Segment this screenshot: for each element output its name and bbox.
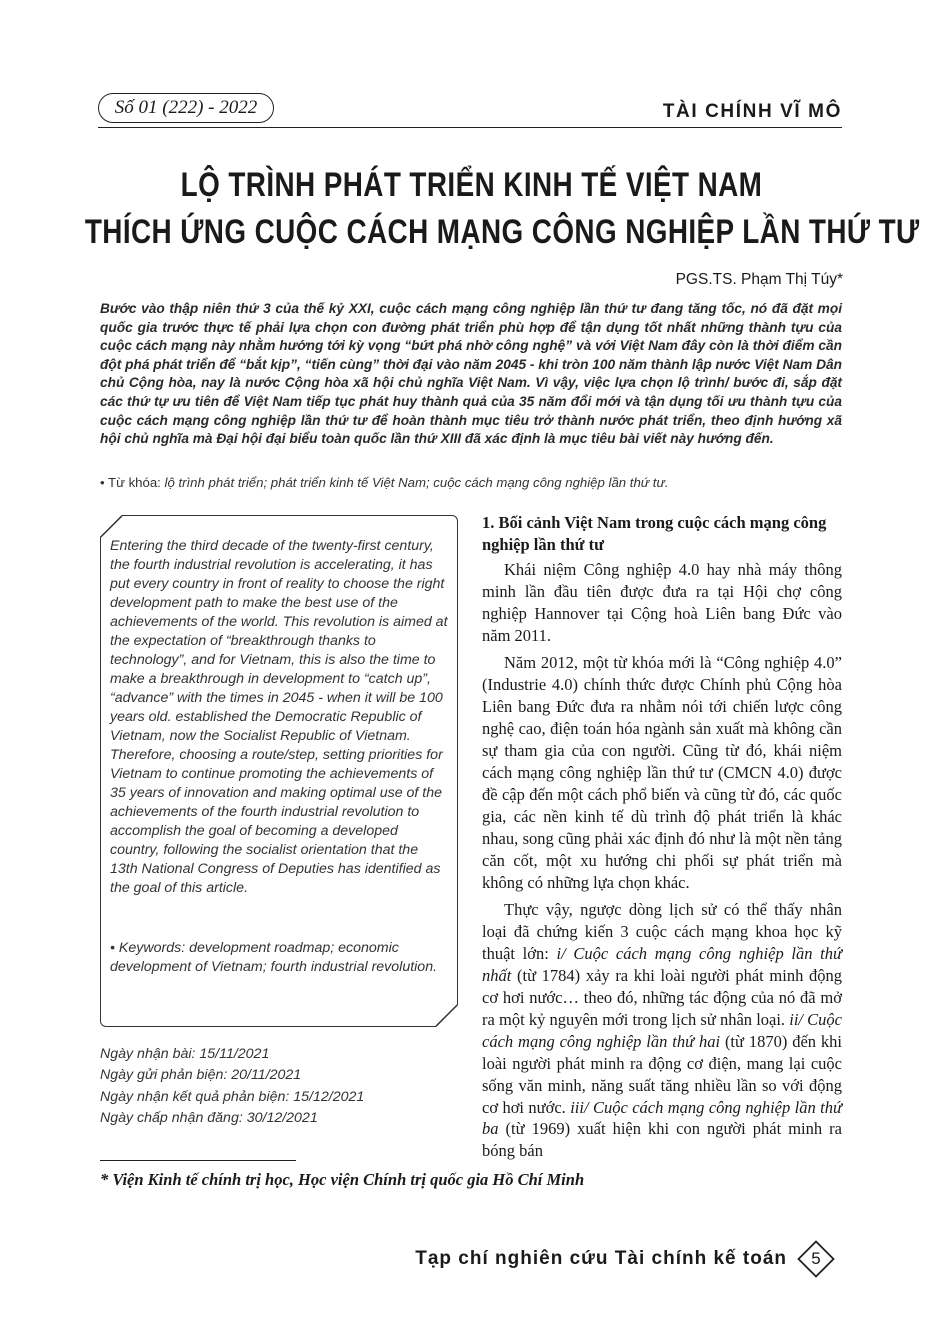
article-title <box>84 162 920 256</box>
author-affiliation-footnote: * Viện Kinh tế chính trị học, Học viện Chính trị quốc gia Hồ Chí Minh <box>100 1170 585 1189</box>
box-corner-bottom-right <box>426 995 458 1027</box>
section-label: TÀI CHÍNH VĨ MÔ <box>662 101 842 122</box>
paragraph-3-text: (từ 1784) xảy ra khi loài người phát minh động cơ hơi nước… theo đó, những tác động của nó đã mở ra một kỷ nguyên mới trong lịch sử nhân loại. <box>482 966 842 1029</box>
paragraph-3-text: Thực vậy, ngược dòng lịch sử có thể thấy nhân loại đã chứng kiến 3 cuộc cách mạng khoa học kỹ thuật lớn: <box>482 900 842 964</box>
paragraph-2: Năm 2012, một từ khóa mới là “Công nghiệp 4.0” (Industrie 4.0) chính thức được Chính phủ Cộng hòa Liên bang Đức đưa ra nhằm nói tới chiến lược công nghệ cao, điện toán hóa ngành sản xuất mà không cần sự tham gia của con người. Cũng từ đó, khái niệm cách mạng công nghiệp lần thứ tư (CMCN 4.0) được đề cập đến một cách phổ biến và cũng từ đó, các quốc gia, các nền kinh tế dù trình độ phát triển là khác nhau, song cũng phải xác định đó như là một nền tảng căn cốt, một xu hướng chi phối sự phát triển mà không có những lựa chọn khác. <box>482 653 842 892</box>
issue-number: Số 01 (222) - 2022 <box>98 93 274 123</box>
abstract-english <box>110 537 448 898</box>
date-received: Ngày nhận bài: 15/11/2021 <box>100 1046 270 1062</box>
revolution-3-label: iii/ Cuộc cách mạng công nghiệp lần thứ ba <box>482 1097 842 1139</box>
body-column <box>482 512 842 1168</box>
title-line-1: LỘ TRÌNH PHÁT TRIỂN KINH TẾ VIỆT NAM <box>180 166 763 204</box>
keywords-label: • Từ khóa: <box>100 475 165 490</box>
footnote-divider <box>100 1160 296 1161</box>
date-sent-review: Ngày gửi phản biện: 20/11/2021 <box>100 1067 302 1084</box>
submission-dates <box>100 1044 364 1129</box>
keywords-values: lộ trình phát triển; phát triển kinh tế Việt Nam; cuộc cách mạng công nghiệp lần thứ tư. <box>164 475 669 490</box>
title-line-2: THÍCH ỨNG CUỘC CÁCH MẠNG CÔNG NGHIỆP LẦN THỨ TƯ <box>84 213 920 251</box>
paragraph-3-text: (từ 1969) xuất hiện khi con người phát minh ra bóng bán <box>482 1119 842 1161</box>
revolution-1-label: i/ Cuộc cách mạng công nghiệp lần thứ nhất <box>482 944 843 986</box>
date-review-result: Ngày nhận kết quả phản biện: 15/12/2021 <box>100 1088 365 1105</box>
section-heading: 1. Bối cảnh Việt Nam trong cuộc cách mạng công nghiệp lần thứ tư <box>482 513 827 554</box>
paragraph-3-text: (từ 1870) đến khi loài người phát minh ra động cơ điện, mang lại cuộc sống văn minh, năng suất tăng nhiều lần so với động cơ hơi nước. <box>482 1031 842 1117</box>
keywords-english: • Keywords: development roadmap; economic development of Vietnam; fourth industrial revolution. <box>110 940 438 975</box>
revolution-2-label: ii/ Cuộc cách mạng công nghiệp lần thứ hai <box>482 1009 842 1051</box>
author: PGS.TS. Phạm Thị Túy* <box>675 271 843 288</box>
abstract-vietnamese: Bước vào thập niên thứ 3 của thế kỷ XXI, cuộc cách mạng công nghiệp lần thứ tư đang tăng tốc, nó đã đặt mọi quốc gia trước thực tế phải lựa chọn con đường phát triển phù hợp để tận dụng tốt nhất những thành tựu của cuộc cách mạng này nhằm hướng tới kỳ vọng “bứt phá nhờ công nghệ” và với Việt Nam đây còn là thời điểm cần đột phá phát triển để “bắt kịp”, “tiến cùng” thời đại vào năm 2045 - khi tròn 100 năm thành lập nước Việt Nam Dân chủ Cộng hòa, nay là nước Cộng hòa xã hội chủ nghĩa Việt Nam. Vì vậy, việc lựa chọn lộ trình/ bước đi, sắp đặt các thứ tự ưu tiên để Việt Nam tiếp tục phát huy thành quả của 35 năm đổi mới và tận dụng tối ưu thành tựu của cuộc cách mạng công nghiệp lần thứ tư để hoàn thành mục tiêu trở thành nước phát triển, theo định hướng xã hội chủ nghĩa mà Đại hội đại biểu toàn quốc lần thứ XIII đã xác định là mục tiêu bài viết này hướng đến. <box>100 301 842 447</box>
header-divider <box>98 127 842 128</box>
abstract-english-text: Entering the third decade of the twenty-first century, the fourth industrial revolution is accelerating, it has put every country in front of reality to choose the right development path to make the best use of the achievements of the world. This revolution is aimed at the expectation of “breakthrough thanks to technology”, and for Vietnam, this is also the time to make a breakthrough in development to “catch up”, “advance” with the times in 2045 - when it will be 100 years old. established the Democratic Republic of Vietnam, now the Socialist Republic of Vietnam. Therefore, choosing a route/step, setting priorities for Vietnam to continue promoting the achievements of 35 years of innovation and making optimal use of the achievements of the fourth industrial revolution to accomplish the goal of becoming a developed country, following the socialist orientation that the 13th National Congress of Deputies has identified as the goal of this article. <box>110 538 448 896</box>
date-accepted: Ngày chấp nhận đăng: 30/12/2021 <box>100 1109 318 1126</box>
page-number: 5 <box>811 1249 821 1268</box>
paragraph-1: Khái niệm Công nghiệp 4.0 hay nhà máy thông minh lần đầu tiên được đưa ra tại Hội chợ công nghiệp Hannover tại Cộng hoà Liên bang Đức vào năm 2011. <box>482 559 842 645</box>
keywords-vietnamese <box>100 474 842 492</box>
journal-name: Tạp chí nghiên cứu Tài chính kế toán <box>415 1248 787 1269</box>
paragraph-3 <box>482 899 842 1162</box>
